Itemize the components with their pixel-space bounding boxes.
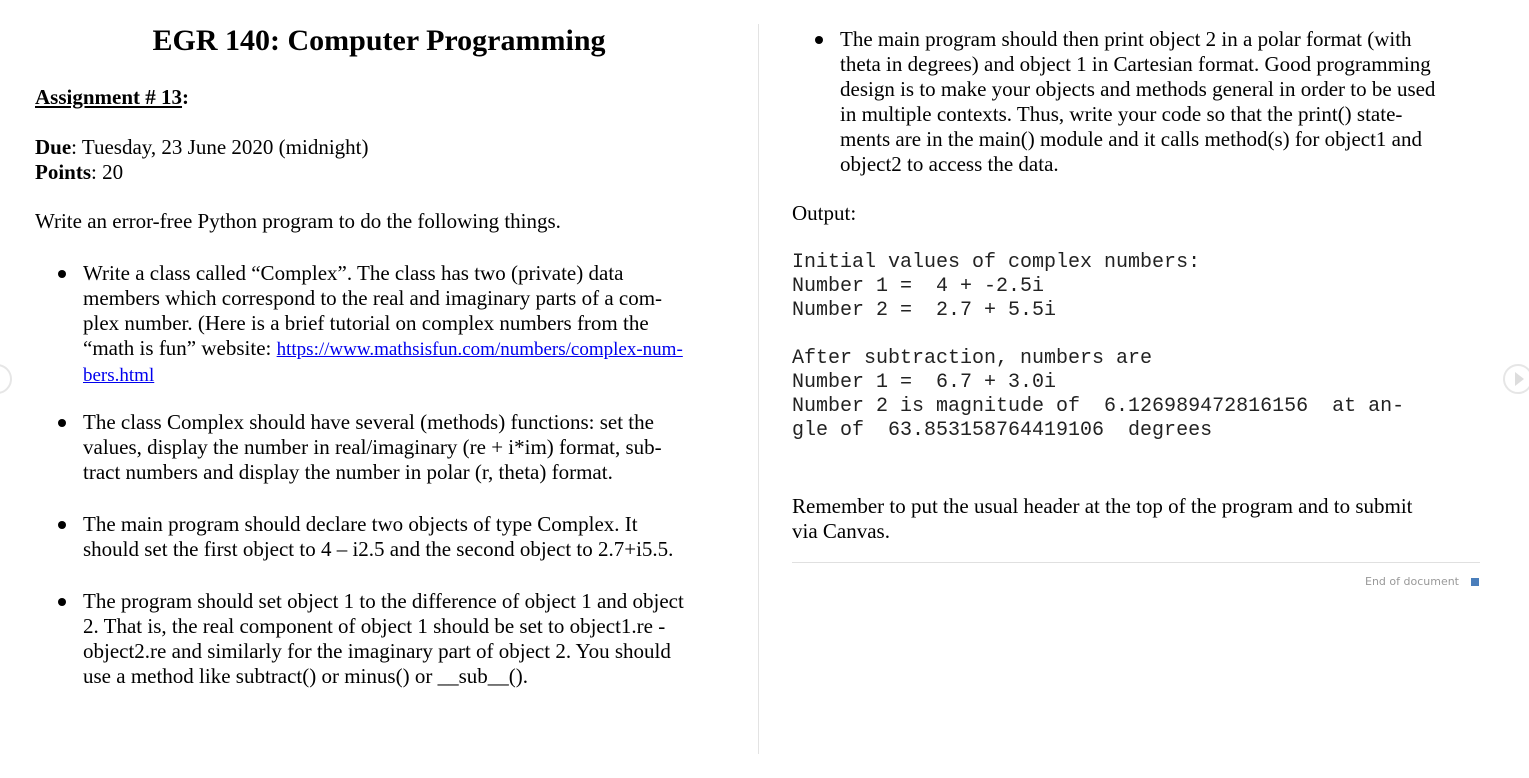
column-divider [758,24,759,754]
list-item [83,589,684,689]
output-line: gle of 63.853158764419106 degrees [792,419,1213,442]
output-line: Number 2 is magnitude of 6.126989472816156 at an- [792,395,1405,418]
page-title: EGR 140: Computer Programming [152,24,606,57]
bullet-icon [58,419,66,427]
end-separator [792,562,1480,563]
line: The program should set object 1 to the difference of object 1 and object [83,589,684,613]
output-line: Number 1 = 6.7 + 3.0i [792,371,1057,394]
output-line: Initial values of complex numbers: [792,251,1201,274]
line: should set the first object to 4 – i2.5 and the second object to 2.7+i5.5. [83,537,674,561]
intro-text: Write an error-free Python program to do the following things. [35,209,561,233]
points [35,160,123,185]
tutorial-link-continued[interactable]: bers.html [83,365,155,386]
end-marker-icon [1471,578,1479,586]
line: values, display the number in real/imaginary (re + i*im) format, sub- [83,435,662,459]
end-of-document-label: End of document [1365,575,1459,588]
line: The main program should then print object 2 in a polar format (with [840,27,1412,51]
bullet-icon [58,521,66,529]
due-label: Due [35,135,72,159]
bullet-icon [58,270,66,278]
previous-page-button[interactable] [0,364,12,394]
assignment-label: Assignment # 13 [35,85,183,109]
next-page-button[interactable] [1503,364,1529,394]
assignment-heading: Assignment # 13: [35,85,190,109]
line: 2. That is, the real component of object 1 should be set to object1.re - [83,614,666,638]
line: object2.re and similarly for the imaginary part of object 2. You should [83,639,671,663]
output-line: Number 2 = 2.7 + 5.5i [792,299,1057,322]
line: design is to make your objects and methods general in order to be used [840,77,1436,101]
closing-line: via Canvas. [792,519,890,543]
line: plex number. (Here is a brief tutorial on complex numbers from the [83,311,649,335]
line [83,362,683,388]
line [83,336,683,362]
line: The class Complex should have several (methods) functions: set the [83,410,654,434]
line: theta in degrees) and object 1 in Cartesian format. Good programming [840,52,1431,76]
line: in multiple contexts. Thus, write your code so that the print() state- [840,102,1403,126]
due-value: : Tuesday, 23 June 2020 (midnight) [71,135,369,159]
tutorial-link[interactable]: https://www.mathsisfun.com/numbers/complex-num- [276,339,683,360]
line: tract numbers and display the number in polar (r, theta) format. [83,460,613,484]
line: The main program should declare two objects of type Complex. It [83,512,638,536]
list-item [83,410,662,485]
list-item [83,261,683,388]
line: members which correspond to the real and imaginary parts of a com- [83,286,663,310]
line: ments are in the main() module and it calls method(s) for object1 and [840,127,1422,151]
line: use a method like subtract() or minus() or __sub__(). [83,664,528,688]
link-prefix: “math is fun” website: [83,336,277,360]
points-value: : 20 [91,160,124,184]
bullet-icon [815,36,823,44]
output-line: After subtraction, numbers are [792,347,1153,370]
line: object2 to access the data. [840,152,1059,176]
list-item [83,512,673,562]
points-label: Points [35,160,92,184]
line: Write a class called “Complex”. The class has two (private) data [83,261,624,285]
output-line: Number 1 = 4 + -2.5i [792,275,1045,298]
due-date [35,135,368,160]
output-label: Output: [792,201,857,225]
closing-line: Remember to put the usual header at the top of the program and to submit [792,494,1413,518]
bullet-icon [58,598,66,606]
list-item [840,27,1435,177]
